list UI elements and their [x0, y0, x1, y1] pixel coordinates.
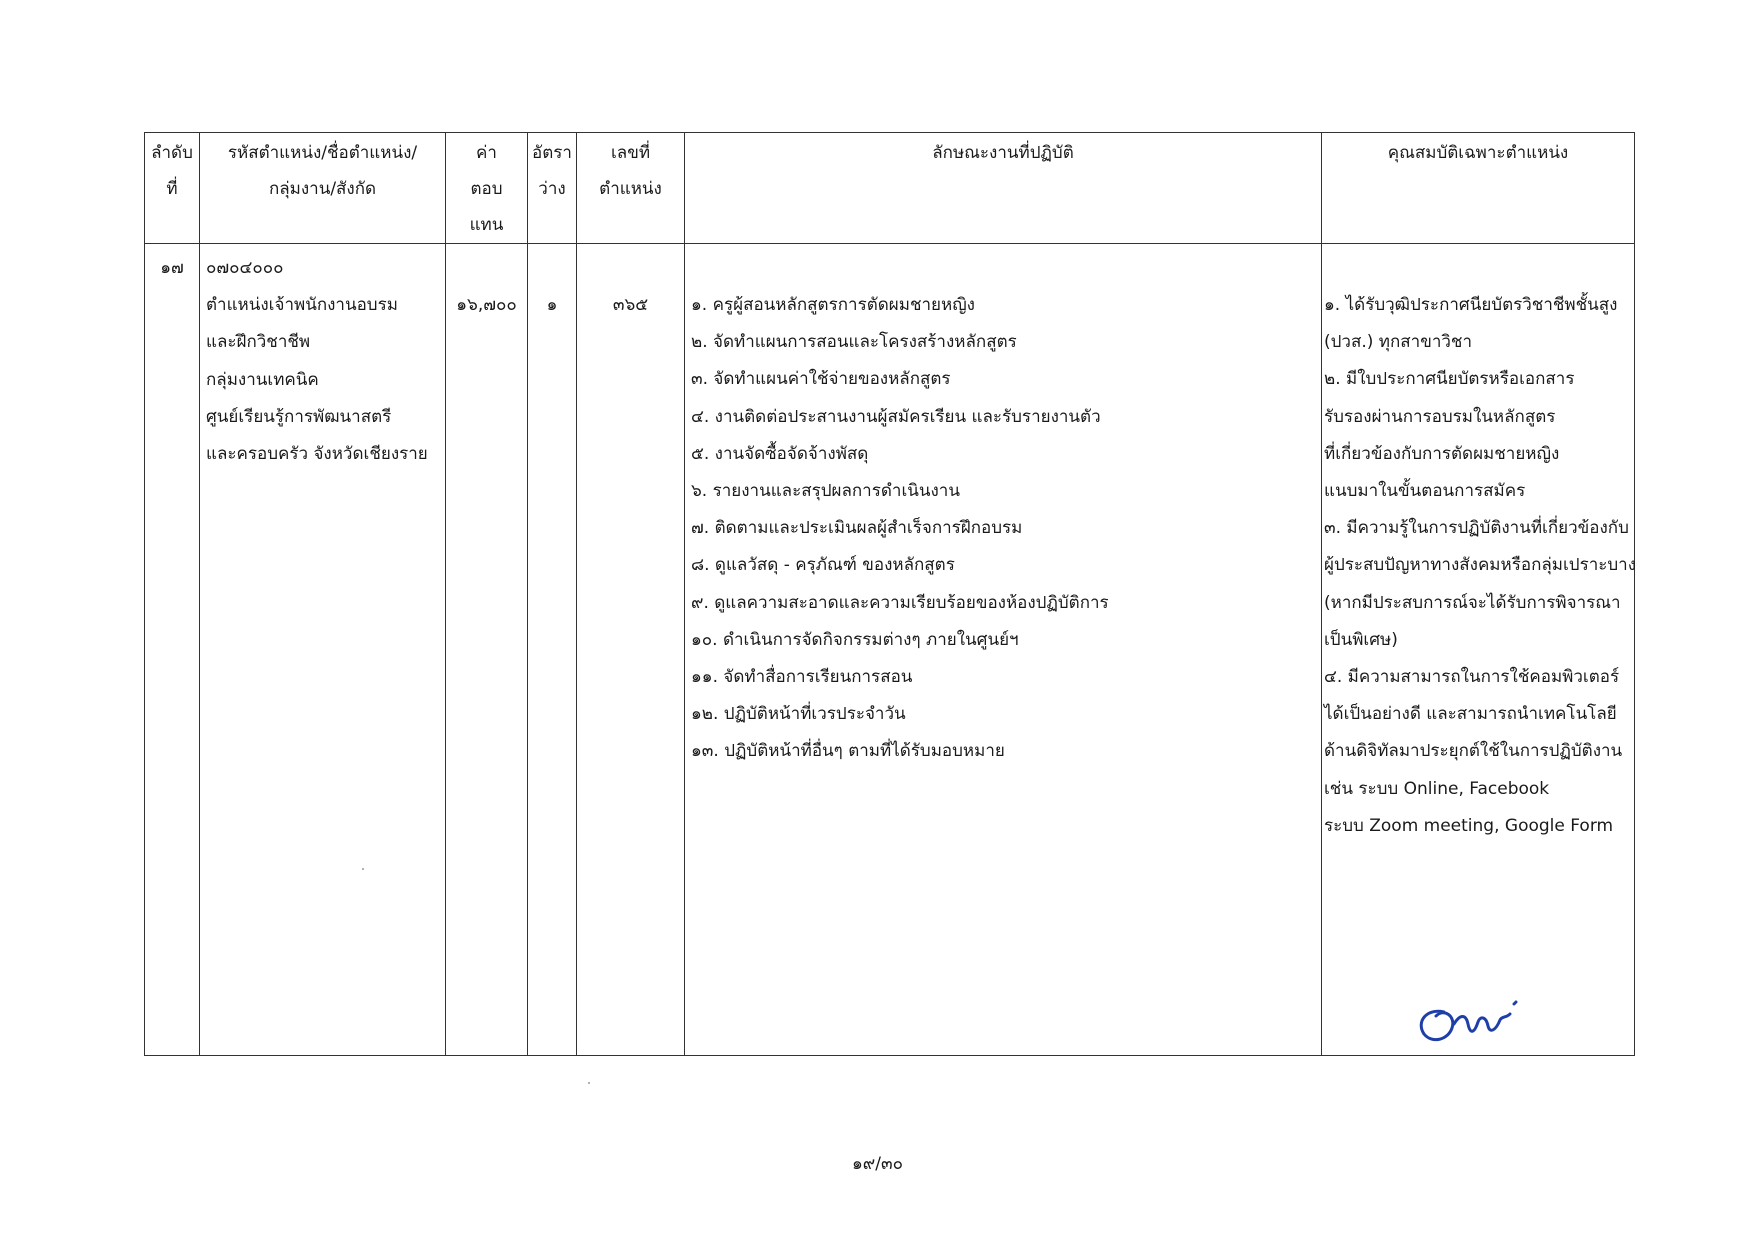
position-table	[144, 132, 1635, 1056]
duty-item: ๒. จัดทำแผนการสอนและโครงสร้างหลักสูตร	[691, 332, 1017, 353]
duty-item: ๑๑. จัดทำสื่อการเรียนการสอน	[691, 667, 913, 688]
work-group: กลุ่มงานเทคนิค	[206, 369, 319, 390]
header-position-name: รหัสตำแหน่ง/ชื่อตำแหน่ง/ กลุ่มงาน/สังกัด	[200, 133, 446, 244]
qualification-line: ๓. มีความรู้ในการปฏิบัติงานที่เกี่ยวข้องกับ	[1324, 518, 1629, 539]
affiliation: ศูนย์เรียนรู้การพัฒนาสตรี	[206, 406, 392, 427]
scan-speck	[588, 1082, 590, 1084]
duty-item: ๕. งานจัดซื้อจัดจ้างพัสดุ	[691, 443, 869, 464]
header-no: ลำดับ ที่	[145, 133, 200, 244]
qualification-line: ได้เป็นอย่างดี และสามารถนำเทคโนโลยี	[1324, 704, 1617, 725]
duty-item: ๑๓. ปฏิบัติหน้าที่อื่นๆ ตามที่ได้รับมอบหมาย	[691, 741, 1005, 762]
duty-item: ๑๐. ดำเนินการจัดกิจกรรมต่างๆ ภายในศูนย์ฯ	[691, 629, 1019, 650]
cell-vacancy: ๑	[528, 244, 577, 1056]
duty-item: ๘. ดูแลวัสดุ - ครุภัณฑ์ ของหลักสูตร	[691, 555, 955, 576]
qualification-line: (ปวส.) ทุกสาขาวิชา	[1324, 332, 1473, 353]
header-compensation: ค่า ตอบ แทน	[446, 133, 528, 244]
duty-item: ๑๒. ปฏิบัติหน้าที่เวรประจำวัน	[691, 704, 906, 725]
qualification-line: เป็นพิเศษ)	[1324, 629, 1398, 650]
position-title: ตำแหน่งเจ้าพนักงานอบรม	[206, 295, 398, 316]
position-title-cont: และฝึกวิชาชีพ	[206, 332, 311, 353]
table-row	[145, 244, 1635, 1056]
qualification-line: รับรองผ่านการอบรมในหลักสูตร	[1324, 406, 1556, 427]
cell-position-number: ๓๖๕	[577, 244, 685, 1056]
table-header-row	[145, 133, 1635, 244]
cell-position-name	[200, 244, 446, 1056]
qualification-line: แนบมาในขั้นตอนการสมัคร	[1324, 481, 1526, 502]
affiliation-cont: และครอบครัว จังหวัดเชียงราย	[206, 444, 428, 465]
qualification-line: ระบบ Zoom meeting, Google Form	[1324, 815, 1614, 836]
qualification-line: (หากมีประสบการณ์จะได้รับการพิจารณา	[1324, 592, 1621, 613]
handwritten-signature	[1414, 990, 1554, 1050]
position-table-container	[144, 132, 1637, 1056]
qualification-line: ด้านดิจิทัลมาประยุกต์ใช้ในการปฏิบัติงาน	[1324, 741, 1623, 762]
page-number: ๑๙/๓๐	[852, 1154, 903, 1174]
qualification-line: เช่น ระบบ Online, Facebook	[1324, 778, 1550, 799]
qualification-line: ผู้ประสบปัญหาทางสังคมหรือกลุ่มเปราะบาง	[1324, 555, 1637, 576]
position-code: ๐๗๐๔๐๐๐	[206, 258, 284, 278]
header-qualifications: คุณสมบัติเฉพาะตำแหน่ง	[1322, 133, 1635, 244]
duty-item: ๖. รายงานและสรุปผลการดำเนินงาน	[691, 481, 960, 502]
header-position-number: เลขที่ ตำแหน่ง	[577, 133, 685, 244]
duty-item: ๑. ครูผู้สอนหลักสูตรการตัดผมชายหญิง	[691, 295, 975, 315]
cell-duties	[685, 244, 1322, 1056]
cell-qualifications	[1322, 244, 1635, 1056]
header-vacancy: อัตรา ว่าง	[528, 133, 577, 244]
duty-item: ๔. งานติดต่อประสานงานผู้สมัครเรียน และรับรายงานตัว	[691, 406, 1101, 427]
cell-compensation: ๑๖,๗๐๐	[446, 244, 528, 1056]
duty-item: ๗. ติดตามและประเมินผลผู้สำเร็จการฝึกอบรม	[691, 518, 1023, 539]
header-duties: ลักษณะงานที่ปฏิบัติ	[685, 133, 1322, 244]
qualification-line: ที่เกี่ยวข้องกับการตัดผมชายหญิง	[1324, 443, 1560, 464]
cell-no: ๑๗	[145, 244, 200, 1056]
duty-item: ๙. ดูแลความสะอาดและความเรียบร้อยของห้องปฏิบัติการ	[691, 592, 1109, 613]
qualification-line: ๒. มีใบประกาศนียบัตรหรือเอกสาร	[1324, 369, 1575, 390]
duty-item: ๓. จัดทำแผนค่าใช้จ่ายของหลักสูตร	[691, 369, 951, 390]
qualification-line: ๑. ได้รับวุฒิประกาศนียบัตรวิชาชีพชั้นสูง	[1324, 295, 1618, 315]
qualification-line: ๔. มีความสามารถในการใช้คอมพิวเตอร์	[1324, 667, 1620, 688]
scan-speck	[362, 868, 364, 870]
